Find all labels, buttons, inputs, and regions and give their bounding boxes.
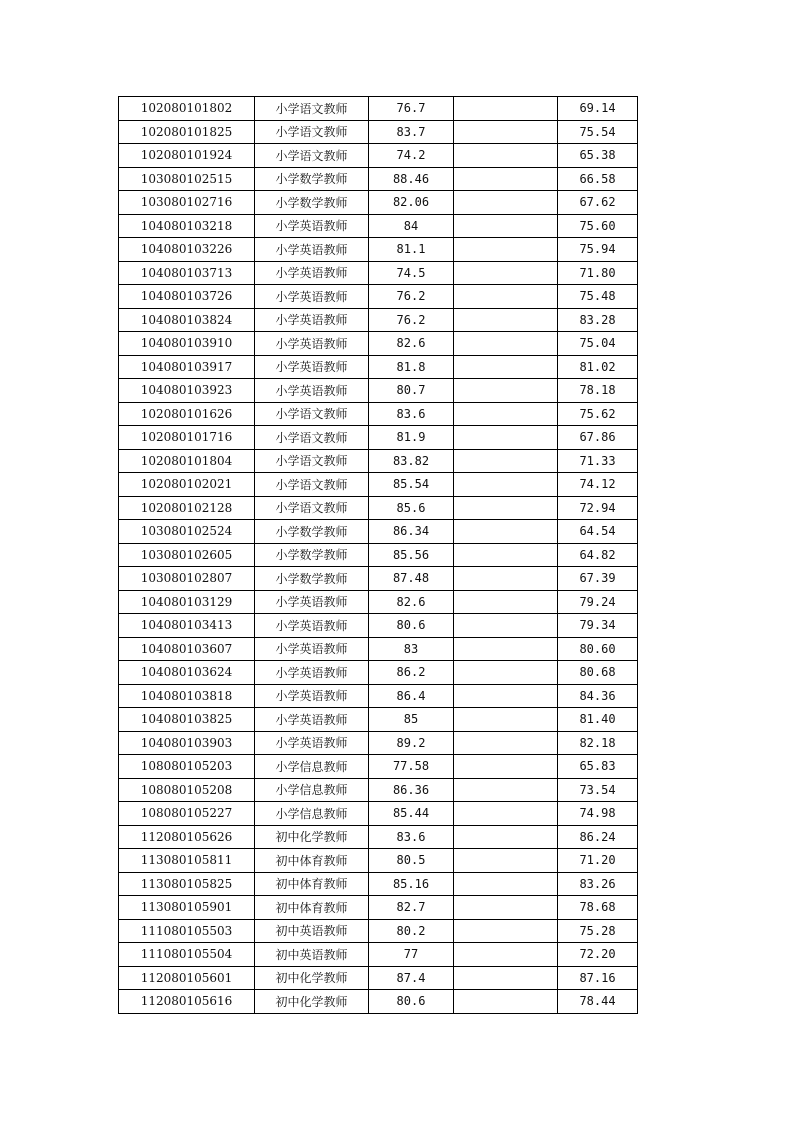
- table-row: [119, 778, 638, 802]
- written-score-cell: 82.6: [369, 590, 454, 614]
- position-cell: 小学英语教师: [255, 285, 369, 309]
- candidate-id-cell: 103080102515: [119, 167, 255, 191]
- table-row: [119, 97, 638, 121]
- candidate-id-cell: 108080105203: [119, 755, 255, 779]
- position-cell: 小学语文教师: [255, 144, 369, 168]
- empty-score-cell: [454, 943, 558, 967]
- written-score-cell: 89.2: [369, 731, 454, 755]
- empty-score-cell: [454, 919, 558, 943]
- table-row: [119, 332, 638, 356]
- table-row: [119, 567, 638, 591]
- final-score-cell: 78.18: [558, 379, 638, 403]
- position-cell: 小学英语教师: [255, 684, 369, 708]
- candidate-id-cell: 108080105208: [119, 778, 255, 802]
- final-score-cell: 74.12: [558, 473, 638, 497]
- position-cell: 小学语文教师: [255, 97, 369, 121]
- final-score-cell: 67.86: [558, 426, 638, 450]
- table-row: [119, 872, 638, 896]
- written-score-cell: 86.34: [369, 520, 454, 544]
- table-row: [119, 520, 638, 544]
- written-score-cell: 85.54: [369, 473, 454, 497]
- final-score-cell: 78.44: [558, 990, 638, 1014]
- candidate-id-cell: 103080102524: [119, 520, 255, 544]
- position-cell: 初中化学教师: [255, 825, 369, 849]
- written-score-cell: 81.1: [369, 238, 454, 262]
- position-cell: 小学英语教师: [255, 637, 369, 661]
- final-score-cell: 81.40: [558, 708, 638, 732]
- candidate-id-cell: 104080103917: [119, 355, 255, 379]
- position-cell: 初中体育教师: [255, 872, 369, 896]
- candidate-id-cell: 108080105227: [119, 802, 255, 826]
- position-cell: 小学数学教师: [255, 520, 369, 544]
- candidate-id-cell: 104080103713: [119, 261, 255, 285]
- final-score-cell: 67.39: [558, 567, 638, 591]
- table-row: [119, 144, 638, 168]
- empty-score-cell: [454, 355, 558, 379]
- position-cell: 小学语文教师: [255, 120, 369, 144]
- written-score-cell: 80.6: [369, 614, 454, 638]
- table-row: [119, 167, 638, 191]
- table-row: [119, 802, 638, 826]
- empty-score-cell: [454, 120, 558, 144]
- candidate-id-cell: 104080103607: [119, 637, 255, 661]
- written-score-cell: 88.46: [369, 167, 454, 191]
- written-score-cell: 83.6: [369, 402, 454, 426]
- position-cell: 小学信息教师: [255, 802, 369, 826]
- final-score-cell: 86.24: [558, 825, 638, 849]
- written-score-cell: 87.48: [369, 567, 454, 591]
- candidate-id-cell: 104080103413: [119, 614, 255, 638]
- empty-score-cell: [454, 684, 558, 708]
- written-score-cell: 86.36: [369, 778, 454, 802]
- candidate-id-cell: 103080102807: [119, 567, 255, 591]
- final-score-cell: 75.48: [558, 285, 638, 309]
- position-cell: 小学英语教师: [255, 590, 369, 614]
- table-row: [119, 708, 638, 732]
- written-score-cell: 82.06: [369, 191, 454, 215]
- final-score-cell: 71.20: [558, 849, 638, 873]
- position-cell: 小学语文教师: [255, 426, 369, 450]
- written-score-cell: 83.6: [369, 825, 454, 849]
- candidate-id-cell: 102080102021: [119, 473, 255, 497]
- position-cell: 小学信息教师: [255, 778, 369, 802]
- candidate-id-cell: 102080101626: [119, 402, 255, 426]
- position-cell: 小学语文教师: [255, 402, 369, 426]
- position-cell: 小学英语教师: [255, 308, 369, 332]
- candidate-id-cell: 103080102716: [119, 191, 255, 215]
- final-score-cell: 71.80: [558, 261, 638, 285]
- candidate-id-cell: 104080103726: [119, 285, 255, 309]
- position-cell: 小学英语教师: [255, 238, 369, 262]
- table-row: [119, 896, 638, 920]
- candidate-id-cell: 112080105601: [119, 966, 255, 990]
- written-score-cell: 85.16: [369, 872, 454, 896]
- written-score-cell: 83: [369, 637, 454, 661]
- empty-score-cell: [454, 214, 558, 238]
- candidate-id-cell: 112080105626: [119, 825, 255, 849]
- empty-score-cell: [454, 614, 558, 638]
- final-score-cell: 75.28: [558, 919, 638, 943]
- table-row: [119, 426, 638, 450]
- written-score-cell: 84: [369, 214, 454, 238]
- position-cell: 小学数学教师: [255, 167, 369, 191]
- table-row: [119, 285, 638, 309]
- written-score-cell: 76.2: [369, 308, 454, 332]
- score-table-body: [119, 97, 638, 1014]
- table-row: [119, 943, 638, 967]
- position-cell: 小学英语教师: [255, 661, 369, 685]
- table-row: [119, 496, 638, 520]
- written-score-cell: 80.7: [369, 379, 454, 403]
- empty-score-cell: [454, 778, 558, 802]
- candidate-id-cell: 113080105811: [119, 849, 255, 873]
- final-score-cell: 84.36: [558, 684, 638, 708]
- final-score-cell: 66.58: [558, 167, 638, 191]
- written-score-cell: 76.2: [369, 285, 454, 309]
- candidate-id-cell: 103080102605: [119, 543, 255, 567]
- empty-score-cell: [454, 238, 558, 262]
- table-row: [119, 379, 638, 403]
- table-row: [119, 308, 638, 332]
- position-cell: 小学英语教师: [255, 731, 369, 755]
- candidate-id-cell: 102080101825: [119, 120, 255, 144]
- written-score-cell: 74.5: [369, 261, 454, 285]
- final-score-cell: 78.68: [558, 896, 638, 920]
- final-score-cell: 65.38: [558, 144, 638, 168]
- final-score-cell: 71.33: [558, 449, 638, 473]
- final-score-cell: 75.60: [558, 214, 638, 238]
- empty-score-cell: [454, 543, 558, 567]
- empty-score-cell: [454, 144, 558, 168]
- final-score-cell: 72.20: [558, 943, 638, 967]
- position-cell: 初中英语教师: [255, 943, 369, 967]
- table-row: [119, 684, 638, 708]
- candidate-id-cell: 104080103129: [119, 590, 255, 614]
- written-score-cell: 85.44: [369, 802, 454, 826]
- empty-score-cell: [454, 261, 558, 285]
- candidate-id-cell: 104080103903: [119, 731, 255, 755]
- candidate-id-cell: 104080103910: [119, 332, 255, 356]
- written-score-cell: 80.2: [369, 919, 454, 943]
- empty-score-cell: [454, 449, 558, 473]
- empty-score-cell: [454, 872, 558, 896]
- position-cell: 小学英语教师: [255, 332, 369, 356]
- candidate-id-cell: 104080103818: [119, 684, 255, 708]
- final-score-cell: 67.62: [558, 191, 638, 215]
- empty-score-cell: [454, 167, 558, 191]
- empty-score-cell: [454, 285, 558, 309]
- empty-score-cell: [454, 402, 558, 426]
- final-score-cell: 72.94: [558, 496, 638, 520]
- table-row: [119, 590, 638, 614]
- candidate-id-cell: 104080103226: [119, 238, 255, 262]
- table-row: [119, 238, 638, 262]
- table-row: [119, 966, 638, 990]
- table-row: [119, 543, 638, 567]
- position-cell: 小学数学教师: [255, 543, 369, 567]
- table-row: [119, 661, 638, 685]
- written-score-cell: 86.2: [369, 661, 454, 685]
- table-row: [119, 755, 638, 779]
- position-cell: 小学英语教师: [255, 379, 369, 403]
- position-cell: 小学数学教师: [255, 191, 369, 215]
- written-score-cell: 81.8: [369, 355, 454, 379]
- table-row: [119, 849, 638, 873]
- table-row: [119, 191, 638, 215]
- candidate-id-cell: 113080105825: [119, 872, 255, 896]
- position-cell: 小学语文教师: [255, 496, 369, 520]
- final-score-cell: 82.18: [558, 731, 638, 755]
- table-row: [119, 731, 638, 755]
- empty-score-cell: [454, 97, 558, 121]
- written-score-cell: 76.7: [369, 97, 454, 121]
- empty-score-cell: [454, 731, 558, 755]
- empty-score-cell: [454, 473, 558, 497]
- written-score-cell: 82.6: [369, 332, 454, 356]
- final-score-cell: 74.98: [558, 802, 638, 826]
- table-row: [119, 473, 638, 497]
- written-score-cell: 81.9: [369, 426, 454, 450]
- final-score-cell: 79.34: [558, 614, 638, 638]
- written-score-cell: 82.7: [369, 896, 454, 920]
- candidate-id-cell: 104080103825: [119, 708, 255, 732]
- table-row: [119, 990, 638, 1014]
- candidate-id-cell: 104080103824: [119, 308, 255, 332]
- final-score-cell: 83.28: [558, 308, 638, 332]
- candidate-id-cell: 102080101716: [119, 426, 255, 450]
- position-cell: 初中化学教师: [255, 990, 369, 1014]
- table-row: [119, 449, 638, 473]
- position-cell: 小学英语教师: [255, 708, 369, 732]
- table-row: [119, 402, 638, 426]
- empty-score-cell: [454, 849, 558, 873]
- written-score-cell: 86.4: [369, 684, 454, 708]
- final-score-cell: 65.83: [558, 755, 638, 779]
- empty-score-cell: [454, 520, 558, 544]
- final-score-cell: 75.62: [558, 402, 638, 426]
- empty-score-cell: [454, 661, 558, 685]
- final-score-cell: 80.68: [558, 661, 638, 685]
- position-cell: 小学英语教师: [255, 355, 369, 379]
- position-cell: 小学信息教师: [255, 755, 369, 779]
- empty-score-cell: [454, 590, 558, 614]
- score-table: [118, 96, 638, 1014]
- candidate-id-cell: 104080103218: [119, 214, 255, 238]
- empty-score-cell: [454, 637, 558, 661]
- final-score-cell: 75.04: [558, 332, 638, 356]
- empty-score-cell: [454, 966, 558, 990]
- table-row: [119, 355, 638, 379]
- table-row: [119, 214, 638, 238]
- position-cell: 初中体育教师: [255, 849, 369, 873]
- written-score-cell: 80.5: [369, 849, 454, 873]
- empty-score-cell: [454, 755, 558, 779]
- final-score-cell: 75.54: [558, 120, 638, 144]
- candidate-id-cell: 102080101924: [119, 144, 255, 168]
- empty-score-cell: [454, 567, 558, 591]
- written-score-cell: 85.6: [369, 496, 454, 520]
- position-cell: 小学数学教师: [255, 567, 369, 591]
- empty-score-cell: [454, 896, 558, 920]
- empty-score-cell: [454, 990, 558, 1014]
- empty-score-cell: [454, 332, 558, 356]
- written-score-cell: 83.82: [369, 449, 454, 473]
- table-row: [119, 614, 638, 638]
- candidate-id-cell: 111080105504: [119, 943, 255, 967]
- written-score-cell: 85: [369, 708, 454, 732]
- empty-score-cell: [454, 802, 558, 826]
- candidate-id-cell: 112080105616: [119, 990, 255, 1014]
- candidate-id-cell: 102080102128: [119, 496, 255, 520]
- table-row: [119, 637, 638, 661]
- table-row: [119, 825, 638, 849]
- position-cell: 小学语文教师: [255, 473, 369, 497]
- empty-score-cell: [454, 379, 558, 403]
- written-score-cell: 77.58: [369, 755, 454, 779]
- candidate-id-cell: 104080103624: [119, 661, 255, 685]
- position-cell: 初中体育教师: [255, 896, 369, 920]
- final-score-cell: 73.54: [558, 778, 638, 802]
- empty-score-cell: [454, 191, 558, 215]
- written-score-cell: 77: [369, 943, 454, 967]
- written-score-cell: 85.56: [369, 543, 454, 567]
- position-cell: 小学英语教师: [255, 614, 369, 638]
- position-cell: 初中化学教师: [255, 966, 369, 990]
- empty-score-cell: [454, 708, 558, 732]
- position-cell: 小学英语教师: [255, 214, 369, 238]
- candidate-id-cell: 102080101802: [119, 97, 255, 121]
- final-score-cell: 87.16: [558, 966, 638, 990]
- table-row: [119, 919, 638, 943]
- written-score-cell: 80.6: [369, 990, 454, 1014]
- candidate-id-cell: 104080103923: [119, 379, 255, 403]
- written-score-cell: 87.4: [369, 966, 454, 990]
- empty-score-cell: [454, 426, 558, 450]
- empty-score-cell: [454, 308, 558, 332]
- final-score-cell: 83.26: [558, 872, 638, 896]
- final-score-cell: 79.24: [558, 590, 638, 614]
- final-score-cell: 80.60: [558, 637, 638, 661]
- final-score-cell: 69.14: [558, 97, 638, 121]
- position-cell: 小学英语教师: [255, 261, 369, 285]
- candidate-id-cell: 111080105503: [119, 919, 255, 943]
- empty-score-cell: [454, 496, 558, 520]
- position-cell: 小学语文教师: [255, 449, 369, 473]
- written-score-cell: 83.7: [369, 120, 454, 144]
- final-score-cell: 75.94: [558, 238, 638, 262]
- final-score-cell: 64.82: [558, 543, 638, 567]
- candidate-id-cell: 102080101804: [119, 449, 255, 473]
- final-score-cell: 64.54: [558, 520, 638, 544]
- table-row: [119, 261, 638, 285]
- position-cell: 初中英语教师: [255, 919, 369, 943]
- empty-score-cell: [454, 825, 558, 849]
- candidate-id-cell: 113080105901: [119, 896, 255, 920]
- final-score-cell: 81.02: [558, 355, 638, 379]
- written-score-cell: 74.2: [369, 144, 454, 168]
- table-row: [119, 120, 638, 144]
